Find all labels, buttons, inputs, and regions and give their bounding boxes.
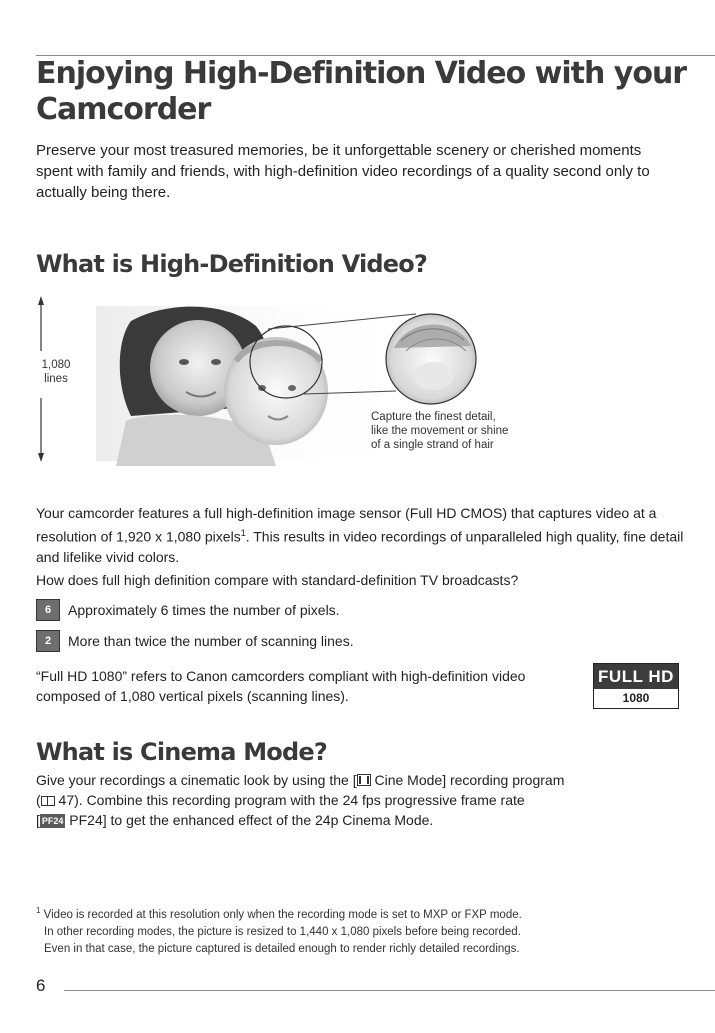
cinema-line-3-b: PF24] to get the enhanced effect of the 24p Cinema Mode. xyxy=(65,812,434,828)
cinema-line-1-b: Cine Mode] recording program xyxy=(370,772,565,788)
footnote-marker: 1 xyxy=(36,906,41,915)
full-hd-logo-bottom: 1080 xyxy=(622,691,650,705)
six-times-badge-icon: 6 xyxy=(36,599,60,621)
cinema-line-3-a: [ xyxy=(36,812,40,828)
cinema-line-2 xyxy=(36,790,696,810)
sensor-paragraph xyxy=(36,503,686,567)
lines-label xyxy=(36,358,76,386)
cinema-line-1-a: Give your recordings a cinematic look by using the [ xyxy=(36,772,357,788)
footnote xyxy=(36,902,696,958)
cinema-line-3 xyxy=(36,810,696,830)
page-title-line-1: Enjoying High-Definition Video with your xyxy=(36,56,687,91)
list-item-text: More than twice the number of scanning lines. xyxy=(68,633,354,650)
footnote-line-1-text: Video is recorded at this resolution only when the recording mode is set to MXP or FXP mode. xyxy=(43,908,522,921)
footer-rule xyxy=(64,990,715,991)
intro-paragraph: Preserve your most treasured memories, be it unforgettable scenery or cherished moments spent with family and friends, with high-definition video recordings of a quality second only to actually being there. xyxy=(36,142,650,201)
pf24-icon: PF24 xyxy=(41,816,64,826)
page-reference-book-icon xyxy=(41,796,55,806)
full-hd-1080-logo xyxy=(593,663,679,709)
comparison-question: How does full high definition compare with standard-definition TV broadcasts? xyxy=(36,572,519,588)
page-title xyxy=(36,56,696,128)
cinema-line-1 xyxy=(36,770,696,790)
section-heading-hd-video: What is High-Definition Video? xyxy=(36,250,428,278)
section-heading-cinema-mode: What is Cinema Mode? xyxy=(36,738,327,766)
cinema-line-2-a: ( xyxy=(36,792,41,808)
hd-figure xyxy=(36,296,636,466)
figure-caption-line-3: of a single strand of hair xyxy=(371,439,494,451)
footnote-line-3: Even in that case, the picture captured is detailed enough to render richly detailed recordings. xyxy=(44,942,520,955)
sensor-paragraph-part-1: Your camcorder features a full high-definition image sensor (Full HD CMOS) that captures video at a resolution of 1,920 x 1,080 pixels xyxy=(36,505,657,545)
footnote-line-2: In other recording modes, the picture is resized to 1,440 x 1,080 pixels before being recorded. xyxy=(44,925,521,938)
cine-mode-icon xyxy=(357,774,371,786)
two-times-badge-icon: 2 xyxy=(36,630,60,652)
list-item xyxy=(36,599,340,621)
figure-caption-line-1: Capture the finest detail, xyxy=(371,411,496,423)
page-number: 6 xyxy=(36,976,46,995)
lines-label-value: 1,080 xyxy=(41,359,71,371)
full-hd-logo-top: FULL HD xyxy=(594,664,678,689)
page-title-line-2: Camcorder xyxy=(36,92,211,127)
full-hd-paragraph: “Full HD 1080” refers to Canon camcorders compliant with high-definition video composed of 1,080 vertical pixels (scanning lines). xyxy=(36,668,526,704)
sensor-paragraph-part-2: . This results in video recordings of unparalleled high quality, fine detail and lifelike vivid colors. xyxy=(36,528,684,565)
footnote-reference: 1 xyxy=(240,528,246,538)
cinema-mode-paragraph xyxy=(36,770,696,830)
cinema-line-2-b: 47). Combine this recording program with the 24 fps progressive frame rate xyxy=(54,792,525,808)
list-item-text: Approximately 6 times the number of pixels. xyxy=(68,602,340,619)
list-item xyxy=(36,630,354,652)
figure-caption-line-2: like the movement or shine xyxy=(371,425,509,437)
lines-label-unit: lines xyxy=(44,373,68,385)
footnote-line-1 xyxy=(36,902,696,924)
figure-caption xyxy=(371,410,611,452)
